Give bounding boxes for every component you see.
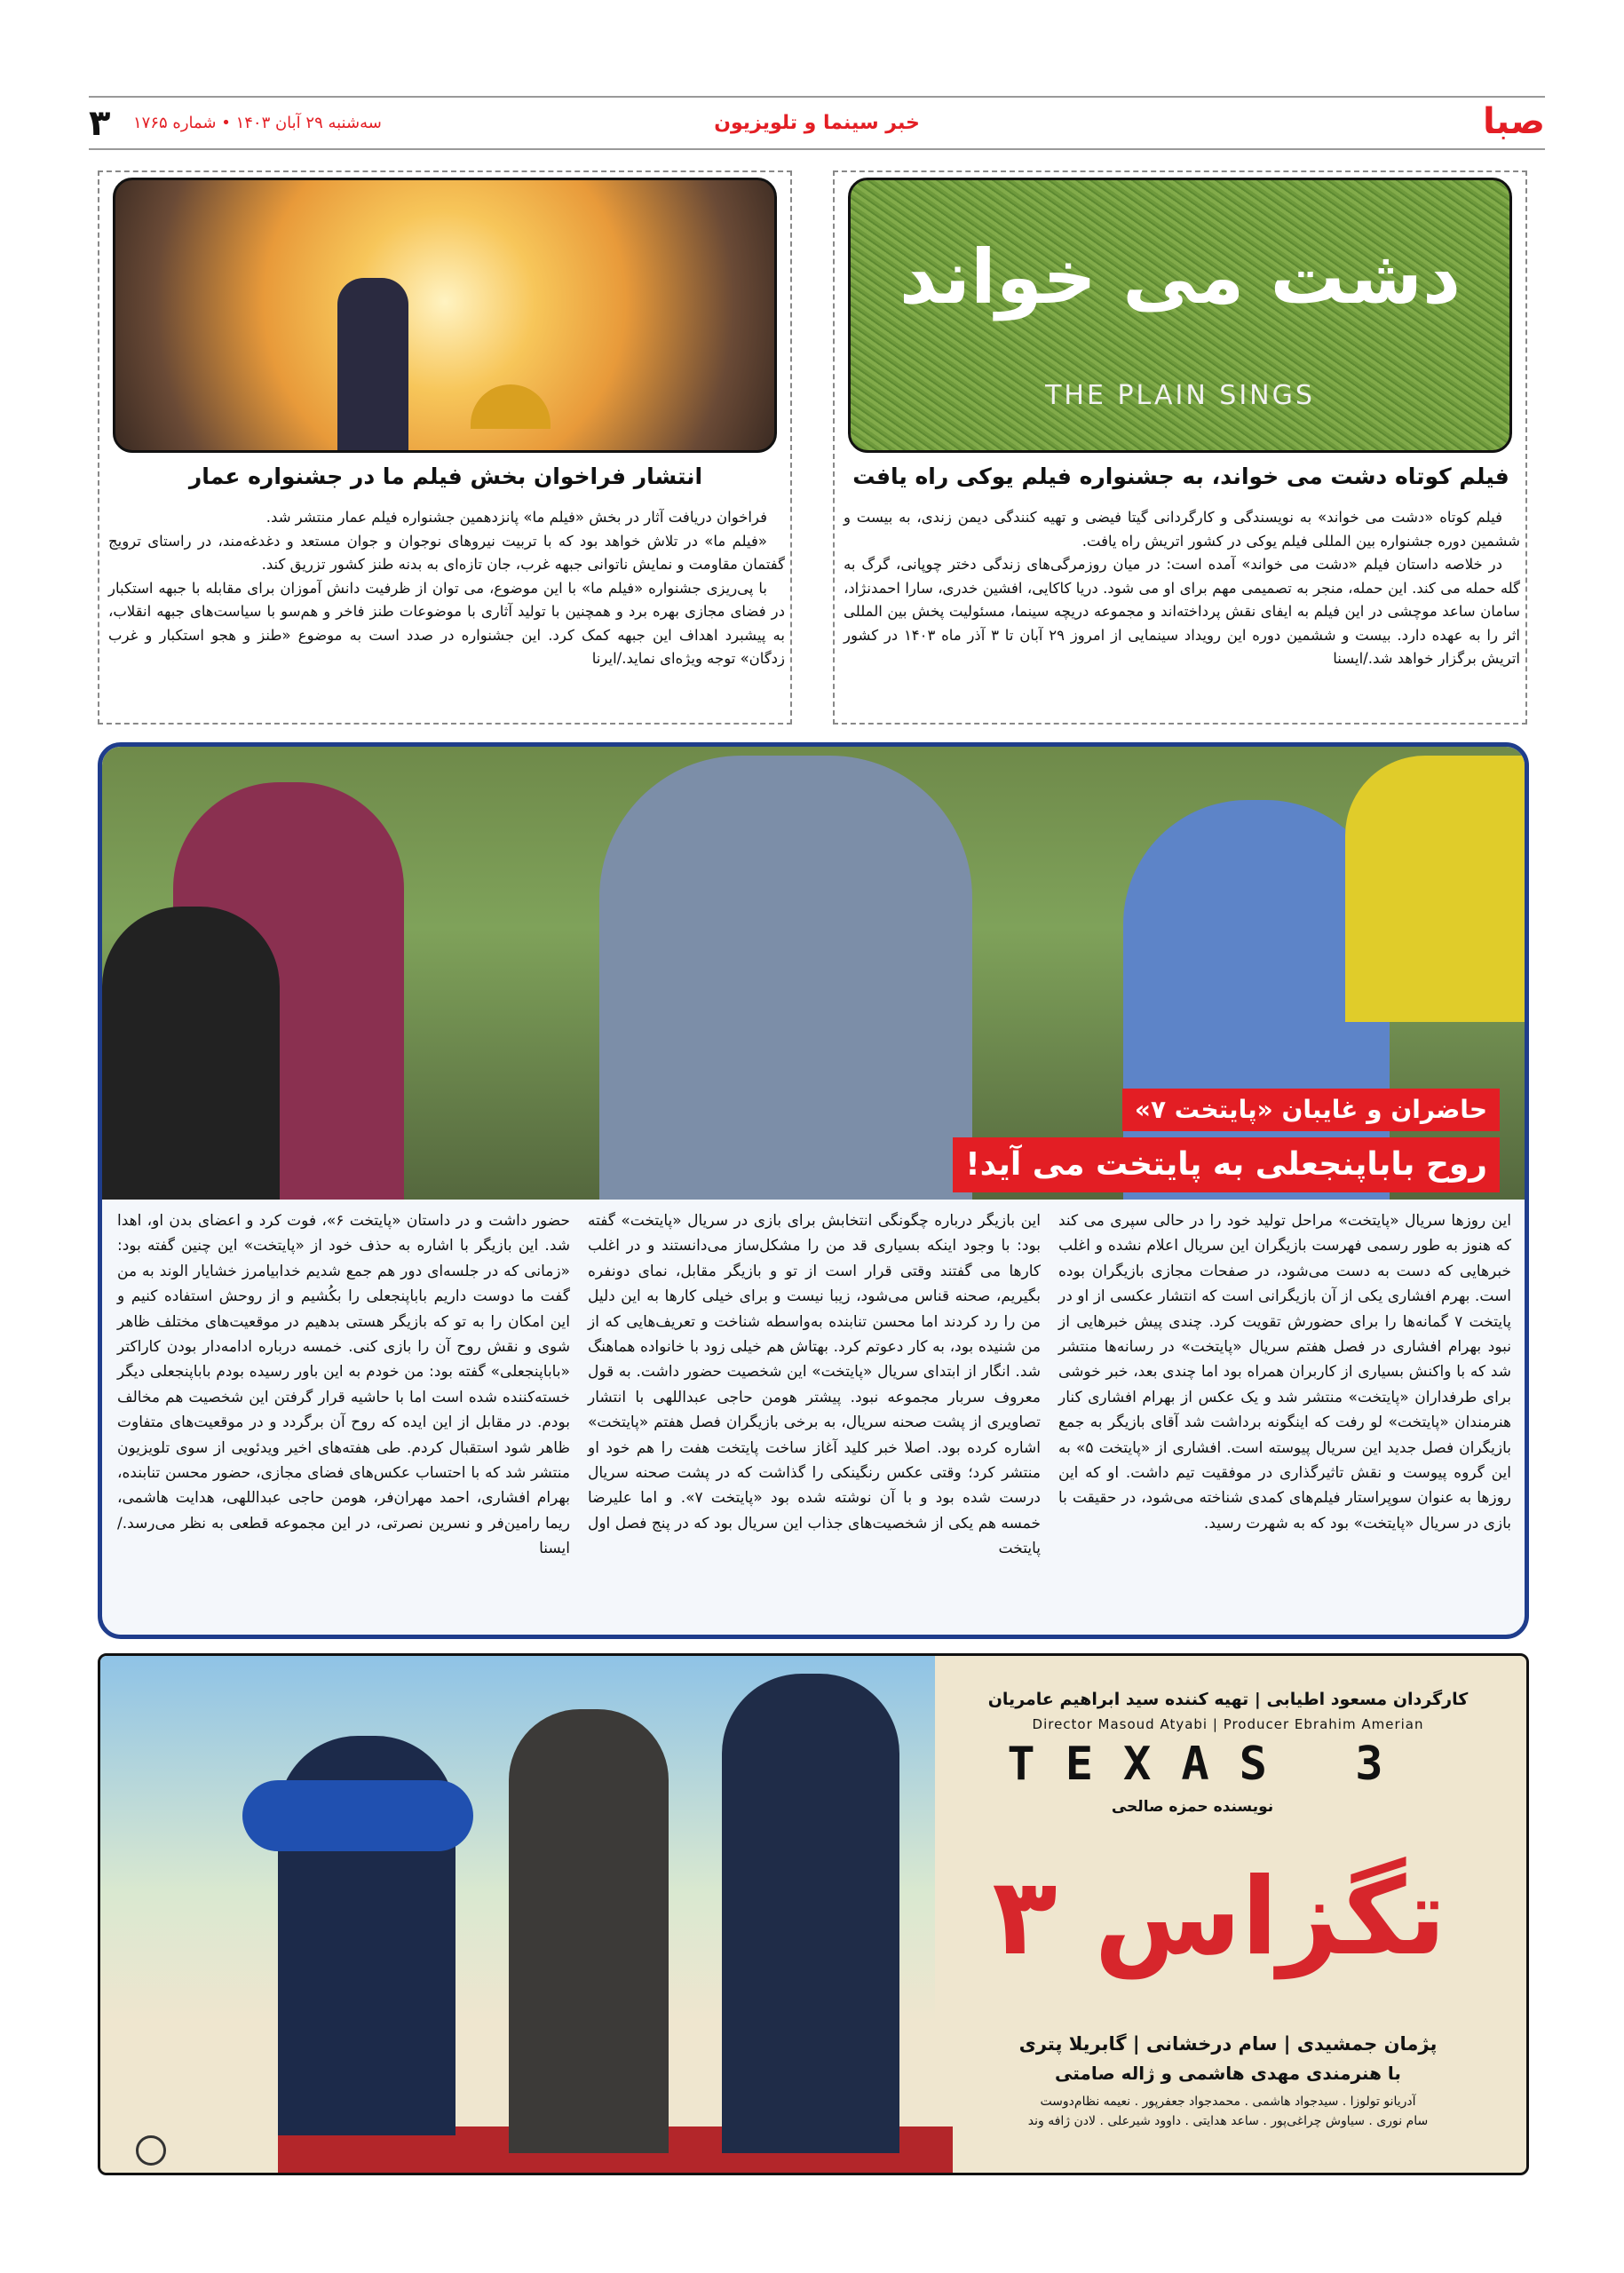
masthead: [89, 99, 1545, 147]
actress-center: [509, 1709, 669, 2153]
paragraph: «فیلم ما» در تلاش خواهد بود که با تربیت نیروهای نوجوان و جوان مستعد و دغدغه‌مند، در راستای ترویج گفتمان مقاومت و نمایش ناتوانی جبهه غرب، جان تازه‌ای به بدنه طنز کشور تزریق کند.: [108, 532, 785, 573]
image-title-fa: دشت می خواند: [899, 234, 1462, 321]
ad-title-fa: تگزاس ۳: [992, 1856, 1446, 1979]
dateline: سه‌شنبه ۲۹ آبان ۱۴۰۳ • شماره ۱۷۶۵: [133, 114, 382, 132]
header-rule-bottom: [89, 148, 1545, 150]
feature-column-2: این بازیگر درباره چگونگی انتخابش برای بازی در سریال «پایتخت» گفته بود: با وجود اینکه بسیاری قد من را مشکل‌ساز می‌دانستند و در اغلب کارها می گفتند وقتی قرار است از تو و بازیگر مقابل، نمای دونفره بگیریم، صحنه قناس می‌شود، زیبا نیست و برای خیلی کارها به این دلیل من را رد کردند اما محسن تنابنده به‌واسطه شناخت و تعریف‌هایی که از من شنیده بود، به کار دعوتم کرد. بهتاش هم خیلی زود با خانواده هماهنگ شد. انگار از ابتدای سریال «پایتخت» این شخصیت حضور داشت. به قول معروف سربار مجموعه نبود. پیشتر هومن حاجی عبداللهی با انتشار تصاویری از پشت صحنه سریال، به برخی بازیگران فصل هفتم «پایتخت» اشاره کرده بود. اصلا خبر کلید آغاز ساخت پایتخت هفت را هم خود او منتشر کرد؛ وقتی عکس رنگینکی را گذاشت که در پشت صحنه سریال درست شده بود و با آن نوشته شده بود «پایتخت ۷». و اما علیرضا خمسه هم یکی از شخصیت‌های جذاب این سریال بود که در پنج فصل اول پایتخت: [588, 1212, 1041, 1558]
feature-column-1: این روزها سریال «پایتخت» مراحل تولید خود را در حالی سپری می کند که هنوز به طور رسمی فهرست بازیگران این سریال اعلام نشده و اغلب خبرهایی که دست به دست می‌شود، در صفحات مجازی بازیگران بوده است. بهرم افشاری یکی از آن بازیگرانی است که انتشار عکسی از او در پایتخت ۷ گمانه‌ها را برای حضورش تقویت کرد. چندی پیش خبرهایی از نبود بهرام افشاری در فصل هفتم سریال «پایتخت» در رسانه‌ها منتشر شد که با واکنش بسیاری از کاربران همراه بود اما چندی بعد، خبر خوشی برای طرفداران «پایتخت» منتشر شد و یک عکس از بهرام افشاری کنار هنرمندان «پایتخت» لو رفت که اینگونه برداشت شد آقای بازیگر به جمع بازیگران فصل جدید این سریال پیوسته است. افشاری از «پایتخت ۵» به این گروه پیوست و نقش تاثیرگذاری در موفقیت تیم داشت. او که این روزها به عنوان سوپراستار فیلم‌های کمدی شناخته می‌شود، در حقیقت با بازی در سریال «پایتخت» بود که به شهرت رسید.: [1058, 1212, 1511, 1532]
paragraph: با پی‌ریزی جشنواره «فیلم ما» با این موضوع، می توان از ظرفیت دانش آموزان برای مقابله با جبهه استکبار در فضای مجازی بهره برد و همچنین با تولید آثاری با موضوعات طنز فاخر و هم‌سو با سیاست‌های جبهه انقلاب، به پیشبرد اهداف این جبهه کمک کرد. این جشنواره در صدد است به موضوع «طنز و هجو استکبار و غرب زدگان» توجه ویژه‌ای نماید./ایرنا: [108, 579, 785, 667]
studio-logo-icon: [136, 2135, 166, 2166]
feature-kicker: حاضران و غایبان «پایتخت ۷»: [1122, 1089, 1500, 1131]
article-image-ammar: [113, 178, 777, 453]
feature-headline: روح باباپنجعلی به پایتخت می آید!: [953, 1137, 1500, 1192]
person-cap: [102, 907, 280, 1200]
movie-ad-texas3: [98, 1653, 1529, 2175]
image-title-en: THE PLAIN SINGS: [1045, 380, 1315, 411]
dome-silhouette: [471, 384, 551, 429]
actor-yellow: [1345, 756, 1525, 1022]
actor-center: [599, 756, 972, 1200]
ad-cast-line-2: سام نوری . سیاوش چراغی‌پور . ساعد هدایتی . داوود شیرعلی . لادن ژافه وند: [1027, 2114, 1429, 2128]
ad-cast-line-1: آدریانو تولوزا . سیدجواد هاشمی . محمدجواد جعفرپور . نعیمه نظام‌دوست: [1040, 2095, 1416, 2109]
paragraph: فیلم کوتاه «دشت می خواند» به نویسندگی و کارگردانی گیتا فیضی و تهیه کنندگی دیمن زندی، به بیست و ششمین دوره جشنواره بین المللی فیلم یوکی در کشور اتریش راه یافت.: [844, 509, 1520, 550]
article-body: [844, 506, 1520, 671]
article-body: [108, 506, 785, 671]
ad-featuring: با هنرمندی مهدی هاشمی و ژاله صامتی: [1055, 2063, 1401, 2084]
feature-article: [98, 742, 1529, 1639]
feature-column-3: حضور داشت و در داستان «پایتخت ۶»، فوت کرد و اعضای بدن او، اهدا شد. این بازیگر با اشاره به حذف خود از «پایتخت» این چنین گفته بود: «زمانی که در جلسه‌ای دور هم جمع شدیم خدابیامرز خشایار الوند به من گفت ما دوست داریم باباپنجعلی را بکُشیم و از روحش استفاده کنیم و این امکان را به تو که بازیگر هستی بدهیم در موقعیت‌های مختلف ظاهر شوی و نقش روح آن را بازی کنی. خمسه درباره ادامه‌دار بودن کاراکتر «باباپنجعلی» گفته بود: من خودم به این باور رسیده بودم باباپنجعلی دیگر خسته‌کننده شده است اما با حاشیه قرار گرفتن این شخصیت هم مخالف بودم. در مقابل از این ایده که روح آن برگردد و در موقعیت‌های متفاوت ظاهر شود استقبال کردم. طی هفته‌های اخیر ویدئویی از سوی تلویزیون منتشر شد که با احتساب عکس‌های فضای مجازی، حضور محسن تنابنده، بهرام افشاری، احمد مهران‌فر، هومن حاجی عبداللهی، هدایت هاشمی، ریما رامین‌فر و نسرین نصرتی، در این مجموعه قطعی به نظر می‌رسد./ایسنا: [117, 1212, 570, 1558]
person-silhouette: [337, 278, 408, 453]
page-number: ۳: [89, 103, 111, 144]
ad-writer: نویسنده حمزه صالحی: [1111, 1798, 1274, 1816]
paragraph: فراخوان دریافت آثار در بخش «فیلم ما» پانزدهمین جشنواره فیلم عمار منتشر شد.: [265, 509, 767, 526]
ad-stars: پژمان جمشیدی | سام درخشانی | گابریلا پتری: [1018, 2033, 1438, 2055]
section-title: خبر سینما و تلویزیون: [714, 112, 920, 134]
ad-credits-en: Director Masoud Atyabi | Producer Ebrahim Amerian: [1032, 1716, 1424, 1732]
article-image-plain-sings: [848, 178, 1512, 453]
article-title: فیلم کوتاه دشت می خواند، به جشنواره فیلم یوکی راه یافت: [852, 463, 1509, 489]
article-title: انتشار فراخوان بخش فیلم ما در جشنواره عمار: [188, 463, 703, 489]
newspaper-logo: صبا: [1483, 101, 1545, 142]
header-rule-top: [89, 96, 1545, 98]
ad-credits-fa: کارگردان مسعود اطیابی | تهیه کننده سید ابراهیم عامریان: [987, 1690, 1469, 1709]
blue-robe: [242, 1780, 473, 1851]
actor-right: [722, 1674, 899, 2153]
feature-photo: [102, 747, 1525, 1200]
paragraph: در خلاصه داستان فیلم «دشت می خواند» آمده است: در میان روزمرگی‌های زندگی دختر چوپانی، گرگ به گله حمله می کند. این حمله، منجر به تصمیمی مهم برای او می شود. دریا کاکایی، افشین خدری، سارا احمدنژاد، سامان ساعد موچشی در این فیلم به ایفای نقش پرداخته‌اند و مجموعه دریچه سینما، مسئولیت پخش بین المللی اثر را به عهده دارد. بیست و ششمین دوره این رویداد سینمایی از امروز ۲۹ آبان تا ۳ آذر ماه ۱۴۰۳ در کشور اتریش برگزار خواهد شد./ایسنا: [844, 556, 1520, 667]
ad-title-en: TEXAS 3: [1007, 1738, 1414, 1791]
